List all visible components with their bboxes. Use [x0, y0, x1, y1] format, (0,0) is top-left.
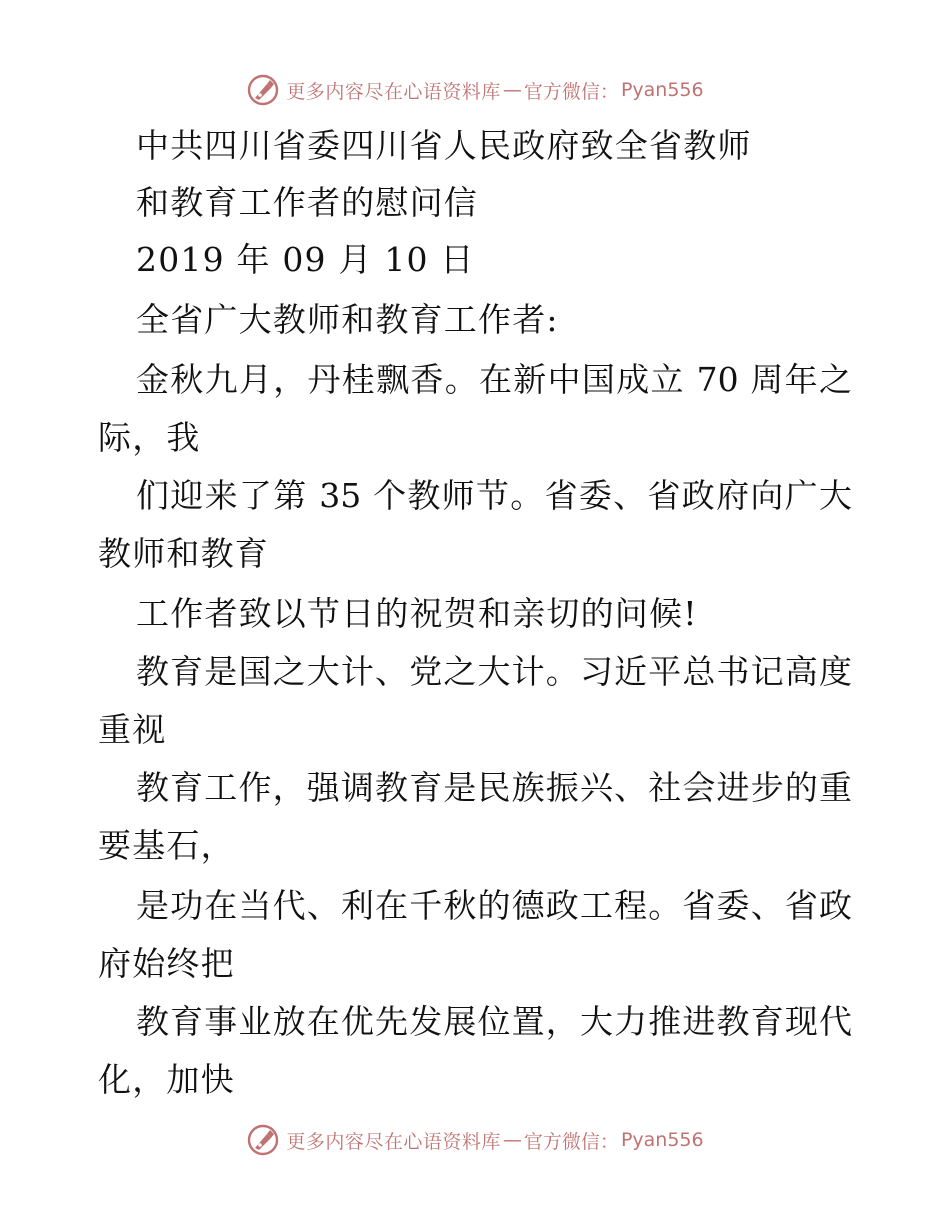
watermark-header [0, 72, 950, 108]
watermark-id: Pyan556 [620, 79, 704, 101]
paragraph-line: 教育是国之大计、党之大计。习近平总书记高度 [136, 652, 852, 691]
watermark-main-text: 更多内容尽在心语资料库 [286, 80, 501, 103]
watermark-label: 官方微信： [523, 80, 619, 103]
document-salutation: 全省广大教师和教育工作者: [136, 300, 559, 339]
paragraph-line: 是功在当代、利在千秋的德政工程。省委、省政 [136, 886, 852, 925]
watermark-main-text: 更多内容尽在心语资料库 [286, 1130, 501, 1153]
document-date: 2019 年 09 月 10 日 [136, 240, 475, 279]
paragraph-line: 金秋九月，丹桂飘香。在新中国成立 70 周年之 [136, 360, 852, 399]
pen-nib-seal-icon [246, 73, 280, 107]
paragraph-line: 重视 [98, 710, 167, 749]
paragraph-line: 际，我 [98, 418, 201, 457]
paragraph-line: 教育事业放在优先发展位置，大力推进教育现代 [136, 1002, 852, 1041]
paragraph-line: 教师和教育 [98, 534, 269, 573]
watermark-separator: — [502, 79, 522, 101]
watermark-id: Pyan556 [620, 1129, 704, 1151]
paragraph-line: 们迎来了第 35 个教师节。省委、省政府向广大 [136, 476, 852, 515]
paragraph-line: 教育工作，强调教育是民族振兴、社会进步的重 [136, 768, 852, 807]
watermark-separator: — [502, 1129, 522, 1151]
paragraph-line: 要基石， [98, 826, 235, 865]
document-title-line-1: 中共四川省委四川省人民政府致全省教师 [136, 126, 752, 165]
watermark-footer [0, 1122, 950, 1158]
document-title-line-2: 和教育工作者的慰问信 [136, 183, 478, 222]
pen-nib-seal-icon [246, 1123, 280, 1157]
paragraph-line: 工作者致以节日的祝贺和亲切的问候! [136, 594, 698, 633]
watermark-label: 官方微信： [523, 1130, 619, 1153]
paragraph-line: 化，加快 [98, 1060, 235, 1099]
paragraph-line: 府始终把 [98, 944, 235, 983]
